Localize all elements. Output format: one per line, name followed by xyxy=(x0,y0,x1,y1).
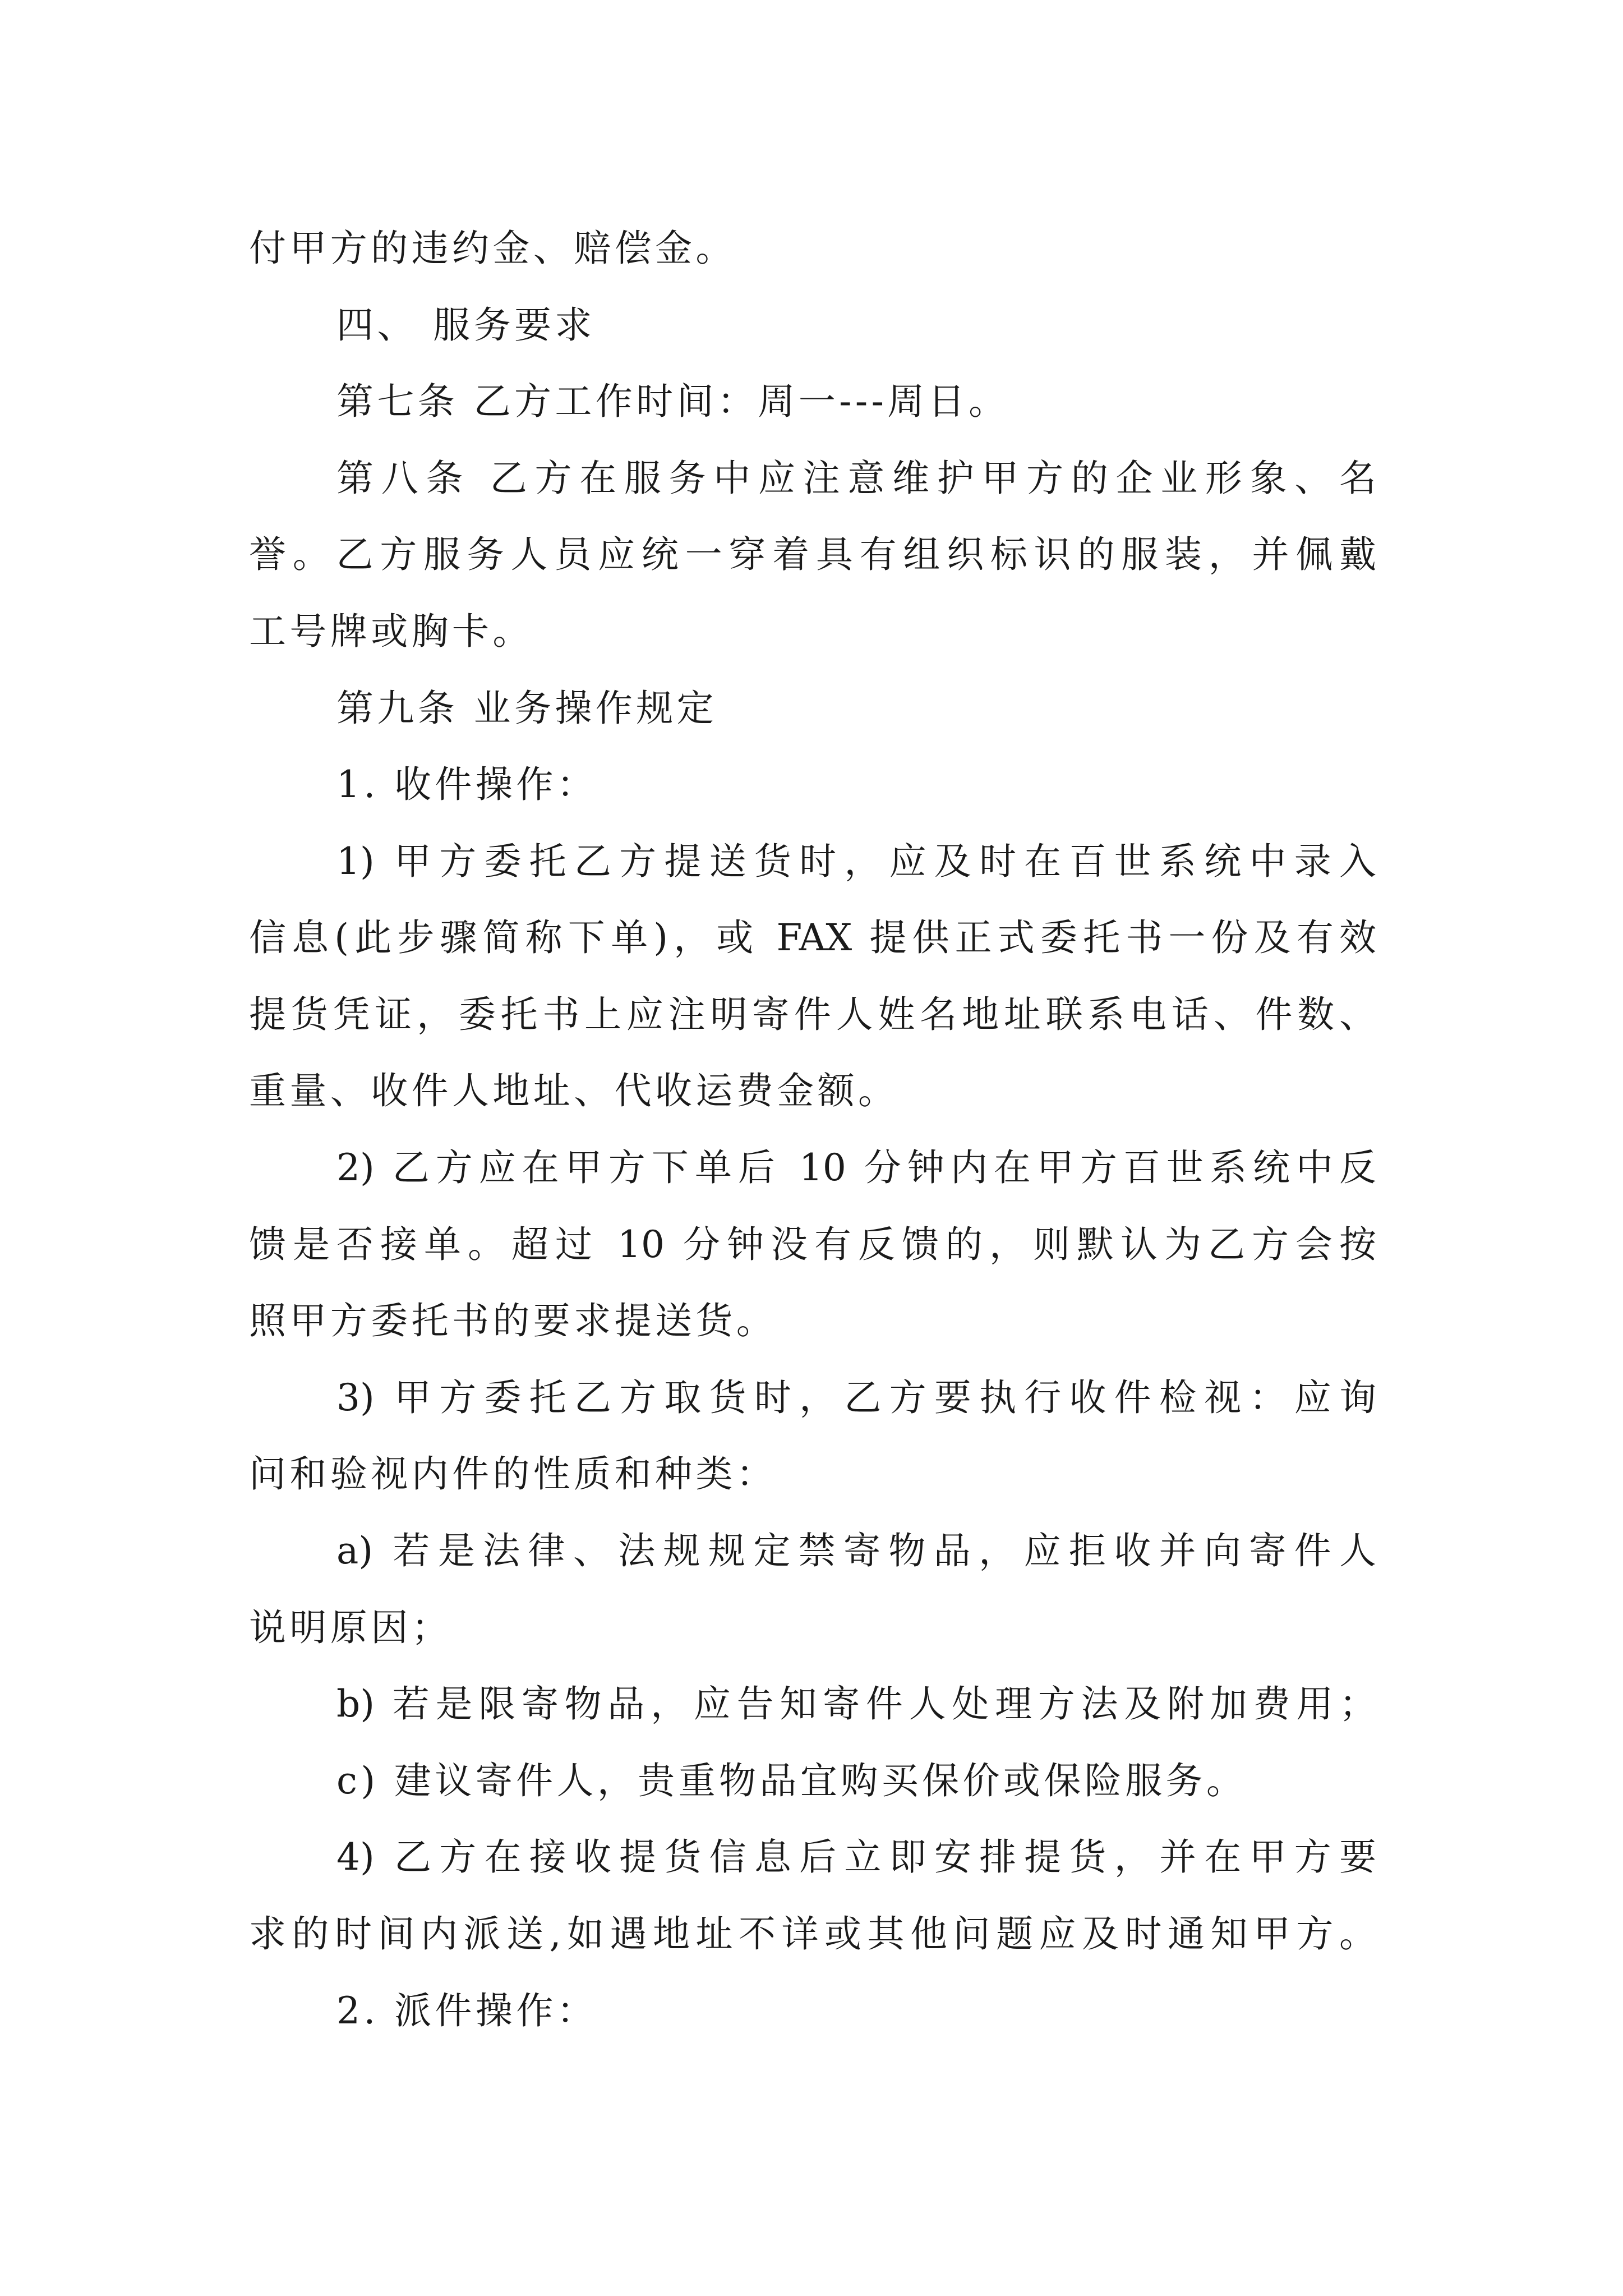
text-line: 馈是否接单。超过 10 分钟没有反馈的，则默认为乙方会按 xyxy=(249,1223,1376,1266)
article-heading: 第七条 乙方工作时间：周一---周日。 xyxy=(336,380,1009,423)
text-line: 提货凭证，委托书上应注明寄件人姓名地址联系电话、件数、 xyxy=(249,993,1376,1036)
list-item: b) 若是限寄物品，应告知寄件人处理方法及附加费用； xyxy=(336,1682,1376,1726)
list-item: c) 建议寄件人，贵重物品宜购买保价或保险服务。 xyxy=(336,1759,1247,1802)
text-line: 问和验视内件的性质和种类： xyxy=(249,1452,777,1496)
article-heading: 第九条 业务操作规定 xyxy=(336,687,717,730)
article-heading: 第八条 乙方在服务中应注意维护甲方的企业形象、名 xyxy=(336,457,1376,500)
subsection-heading: 1. 收件操作： xyxy=(336,763,598,806)
text-line: 工号牌或胸卡。 xyxy=(249,610,533,653)
section-heading: 四、 服务要求 xyxy=(336,303,596,347)
subsection-heading: 2. 派件操作： xyxy=(336,1989,598,2032)
list-item: 4) 乙方在接收提货信息后立即安排提货，并在甲方要 xyxy=(336,1835,1376,1879)
text-line: 信息(此步骤简称下单)，或 FAX 提供正式委托书一份及有效 xyxy=(249,916,1376,959)
text-line: 重量、收件人地址、代收运费金额。 xyxy=(249,1069,899,1112)
list-item: 3) 甲方委托乙方取货时，乙方要执行收件检视：应询 xyxy=(336,1376,1376,1419)
list-item: a) 若是法律、法规规定禁寄物品，应拒收并向寄件人 xyxy=(336,1529,1376,1572)
text-line: 誉。乙方服务人员应统一穿着具有组织标识的服装，并佩戴 xyxy=(249,533,1376,576)
list-item: 1) 甲方委托乙方提送货时，应及时在百世系统中录入 xyxy=(336,840,1376,883)
list-item: 2) 乙方应在甲方下单后 10 分钟内在甲方百世系统中反 xyxy=(336,1146,1376,1189)
text-line: 求的时间内派送,如遇地址不详或其他问题应及时通知甲方。 xyxy=(249,1912,1376,1955)
text-line: 付甲方的违约金、赔偿金。 xyxy=(249,227,736,270)
text-line: 照甲方委托书的要求提送货。 xyxy=(249,1299,777,1342)
text-line: 说明原因； xyxy=(249,1606,452,1649)
